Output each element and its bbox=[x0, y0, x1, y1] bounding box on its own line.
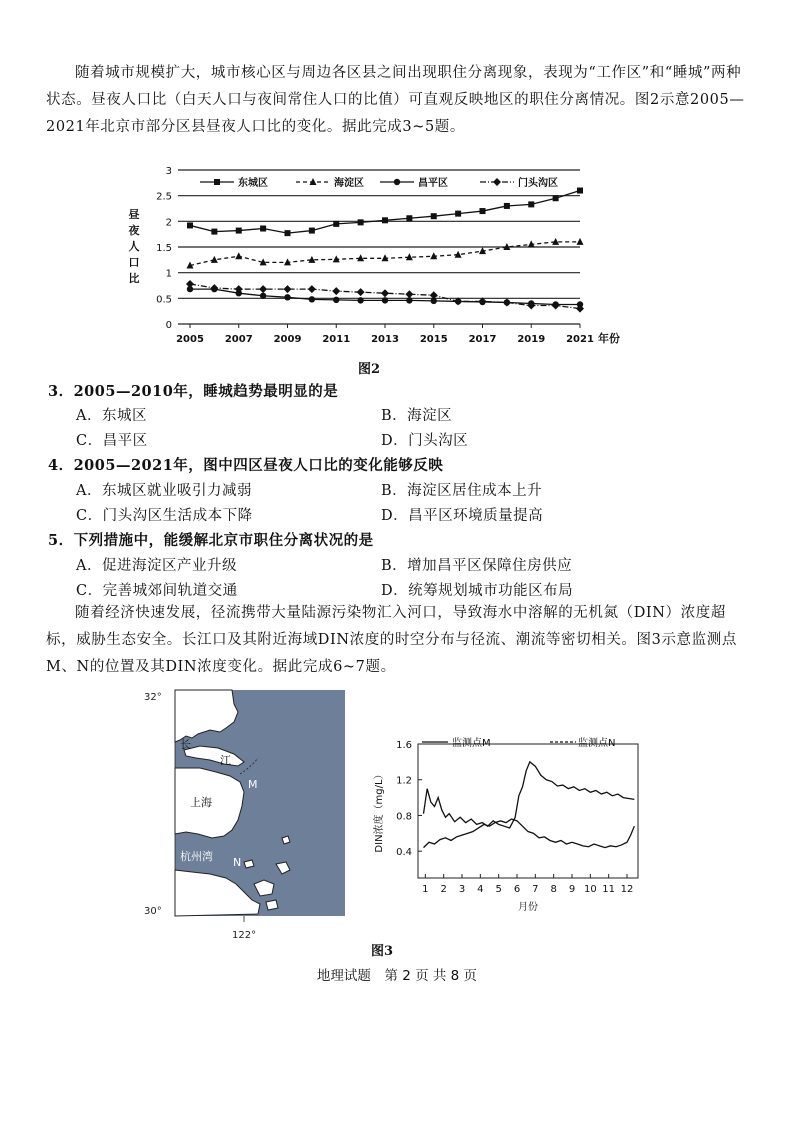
data-point bbox=[259, 285, 267, 293]
data-point bbox=[381, 289, 389, 297]
series-line-0 bbox=[424, 762, 635, 828]
x-tick-label: 2 bbox=[440, 884, 447, 895]
x-tick-label: 11 bbox=[602, 884, 616, 895]
x-tick-label: 2015 bbox=[419, 334, 448, 345]
figure-3-caption: 图3 bbox=[371, 944, 394, 959]
x-tick-label: 6 bbox=[513, 884, 521, 895]
legend-marker bbox=[214, 179, 220, 185]
data-point bbox=[309, 296, 315, 302]
legend-marker bbox=[394, 179, 400, 185]
shanghai-label: 上海 bbox=[190, 796, 212, 809]
question-5-option-c[interactable]: C．完善城郊间轨道交通 bbox=[76, 583, 238, 599]
data-point bbox=[455, 211, 461, 217]
x-axis-label: 年份 bbox=[598, 332, 620, 345]
y-tick-label: 2 bbox=[165, 217, 172, 229]
day-night-population-chart bbox=[120, 158, 680, 358]
data-point bbox=[528, 201, 534, 207]
point-m-label: M bbox=[248, 778, 258, 791]
y-tick-label: 0.8 bbox=[396, 811, 412, 823]
question-4-option-b[interactable]: B．海淀区居住成本上升 bbox=[381, 483, 543, 499]
x-tick-label: 7 bbox=[532, 884, 539, 895]
y-tick-label: 0.4 bbox=[396, 847, 412, 859]
question-4-option-c[interactable]: C．门头沟区生活成本下降 bbox=[76, 508, 253, 524]
data-point bbox=[211, 229, 217, 235]
data-point bbox=[455, 251, 462, 258]
x-tick-label: 2007 bbox=[224, 334, 253, 345]
figure-2-caption: 图2 bbox=[358, 362, 381, 377]
x-axis-label: 月份 bbox=[518, 902, 538, 913]
data-point bbox=[553, 195, 559, 201]
data-point bbox=[285, 230, 291, 236]
series-3 bbox=[186, 280, 584, 313]
y-axis-label-char: 口 bbox=[128, 256, 140, 269]
latitude-30-label: 30° bbox=[144, 906, 162, 917]
y-axis-label-char: 人 bbox=[128, 240, 140, 253]
legend-marker bbox=[493, 178, 501, 186]
series-1 bbox=[187, 238, 584, 269]
question-3-option-b[interactable]: B．海淀区 bbox=[381, 408, 453, 424]
data-point bbox=[309, 228, 315, 234]
intro-paragraph-2: 随着经济快速发展，径流携带大量陆源污染物汇入河口，导致海水中溶解的无机氮（DIN）浓度超标，威胁生态安全。长江口及其附近海域DIN浓度的时空分布与径流、潮流等密切相关。图3示意监测点M、N的位置及其DIN浓度变化。据此完成6~7题。 bbox=[46, 605, 737, 675]
y-axis-label-char: 夜 bbox=[128, 224, 140, 237]
legend-label: 东城区 bbox=[238, 178, 268, 189]
data-point bbox=[503, 298, 511, 306]
x-tick-label: 2009 bbox=[273, 334, 302, 345]
series-0 bbox=[187, 188, 583, 237]
y-tick-label: 1.2 bbox=[396, 775, 412, 787]
y-axis-label-char: 昼 bbox=[128, 208, 140, 221]
y-tick-label: 1.6 bbox=[396, 740, 412, 751]
y-tick-label: 3 bbox=[165, 166, 172, 177]
y-tick-label: 1 bbox=[165, 268, 172, 280]
data-point bbox=[480, 208, 486, 214]
yangtze-estuary-map bbox=[140, 688, 360, 943]
data-point bbox=[308, 285, 316, 293]
x-tick-label: 4 bbox=[477, 884, 484, 895]
data-point bbox=[333, 221, 339, 227]
data-point bbox=[382, 217, 388, 223]
question-4-option-a[interactable]: A．东城区就业吸引力减弱 bbox=[76, 483, 252, 499]
y-tick-label: 0.5 bbox=[156, 294, 172, 306]
data-point bbox=[431, 213, 437, 219]
data-point bbox=[552, 238, 559, 245]
data-point bbox=[333, 297, 339, 303]
data-point bbox=[358, 219, 364, 225]
y-axis-label-char: 比 bbox=[128, 272, 140, 285]
x-tick-label: 2005 bbox=[176, 334, 204, 345]
data-point bbox=[332, 287, 340, 295]
longitude-122-label: 122° bbox=[232, 930, 257, 941]
data-point bbox=[235, 252, 242, 259]
x-tick-label: 8 bbox=[550, 884, 557, 895]
x-tick-label: 1 bbox=[422, 884, 429, 895]
data-point bbox=[552, 302, 560, 310]
jiang-label: 江 bbox=[220, 754, 231, 767]
series-line bbox=[190, 242, 580, 266]
hangzhou-bay-label: 杭州湾 bbox=[180, 850, 213, 863]
data-point bbox=[382, 297, 388, 303]
data-point bbox=[577, 188, 583, 194]
legend-label: 监测点M bbox=[452, 738, 491, 749]
zhoushan-island bbox=[282, 836, 290, 844]
legend-label: 昌平区 bbox=[418, 178, 448, 189]
x-tick-label: 2011 bbox=[322, 334, 351, 345]
x-tick-label: 2017 bbox=[468, 334, 497, 345]
x-tick-label: 3 bbox=[458, 884, 466, 895]
x-tick-label: 12 bbox=[620, 884, 634, 895]
legend-label: 海淀区 bbox=[334, 178, 364, 189]
intro-paragraph-1: 随着城市规模扩大，城市核心区与周边各区县之间出现职住分离现象，表现为“工作区”和“睡城”两种状态。昼夜人口比（白天人口与夜间常住人口的比值）可直观反映地区的职住分离情况。图2示意2005—2021年北京市部分区县昼夜人口比的变化。据此完成3~5题。 bbox=[46, 65, 745, 135]
zhoushan-island bbox=[244, 860, 254, 868]
series-line-1 bbox=[424, 819, 635, 848]
zhoushan-island bbox=[266, 900, 278, 910]
data-point bbox=[577, 238, 584, 245]
data-point bbox=[187, 222, 193, 228]
series-line bbox=[190, 191, 580, 234]
legend-label: 监测点N bbox=[578, 738, 616, 749]
question-3-option-c[interactable]: C．昌平区 bbox=[76, 433, 148, 449]
din-concentration-chart bbox=[360, 730, 660, 920]
chang-label: 长 bbox=[180, 738, 191, 751]
y-tick-label: 2.5 bbox=[156, 191, 172, 203]
question-3-stem: 3．2005—2010年，睡城趋势最明显的是 bbox=[48, 383, 339, 400]
data-point bbox=[284, 285, 292, 293]
question-3-option-a[interactable]: A．东城区 bbox=[76, 408, 147, 424]
point-n-label: N bbox=[233, 856, 242, 869]
question-5-stem: 5．下列措施中，能缓解北京市职住分离状况的是 bbox=[48, 532, 374, 549]
x-tick-label: 9 bbox=[568, 884, 576, 895]
page-footer: 地理试题 第 2 页 共 8 页 bbox=[316, 968, 478, 984]
question-5-option-d[interactable]: D．统筹规划城市功能区布局 bbox=[381, 583, 574, 599]
data-point bbox=[406, 215, 412, 221]
data-point bbox=[211, 256, 218, 263]
y-axis-label: DIN浓度（mg/L） bbox=[374, 769, 385, 853]
data-point bbox=[186, 280, 194, 288]
legend-label: 门头沟区 bbox=[518, 178, 558, 189]
data-point bbox=[357, 297, 363, 303]
x-tick-label: 5 bbox=[495, 884, 502, 895]
question-4-option-d[interactable]: D．昌平区环境质量提高 bbox=[381, 508, 544, 524]
x-tick-label: 10 bbox=[583, 884, 597, 895]
question-5-option-a[interactable]: A．促进海淀区产业升级 bbox=[76, 558, 237, 574]
data-point bbox=[504, 203, 510, 209]
x-tick-label: 2013 bbox=[371, 334, 399, 345]
plot-frame bbox=[418, 744, 638, 878]
y-tick-label: 1.5 bbox=[156, 243, 172, 254]
question-4-stem: 4．2005—2021年，图中四区昼夜人口比的变化能够反映 bbox=[48, 457, 444, 474]
x-tick-label: 2021 bbox=[566, 334, 594, 345]
data-point bbox=[405, 290, 413, 298]
data-point bbox=[260, 226, 266, 232]
data-point bbox=[284, 294, 290, 300]
latitude-32-label: 32° bbox=[144, 692, 162, 703]
data-point bbox=[260, 293, 266, 299]
question-5-option-b[interactable]: B．增加昌平区保障住房供应 bbox=[381, 558, 573, 574]
data-point bbox=[236, 228, 242, 234]
y-tick-label: 0 bbox=[165, 320, 172, 331]
data-point bbox=[357, 288, 365, 296]
data-point bbox=[210, 284, 218, 292]
question-3-option-d[interactable]: D．门头沟区 bbox=[381, 433, 469, 449]
x-tick-label: 2019 bbox=[517, 334, 546, 345]
